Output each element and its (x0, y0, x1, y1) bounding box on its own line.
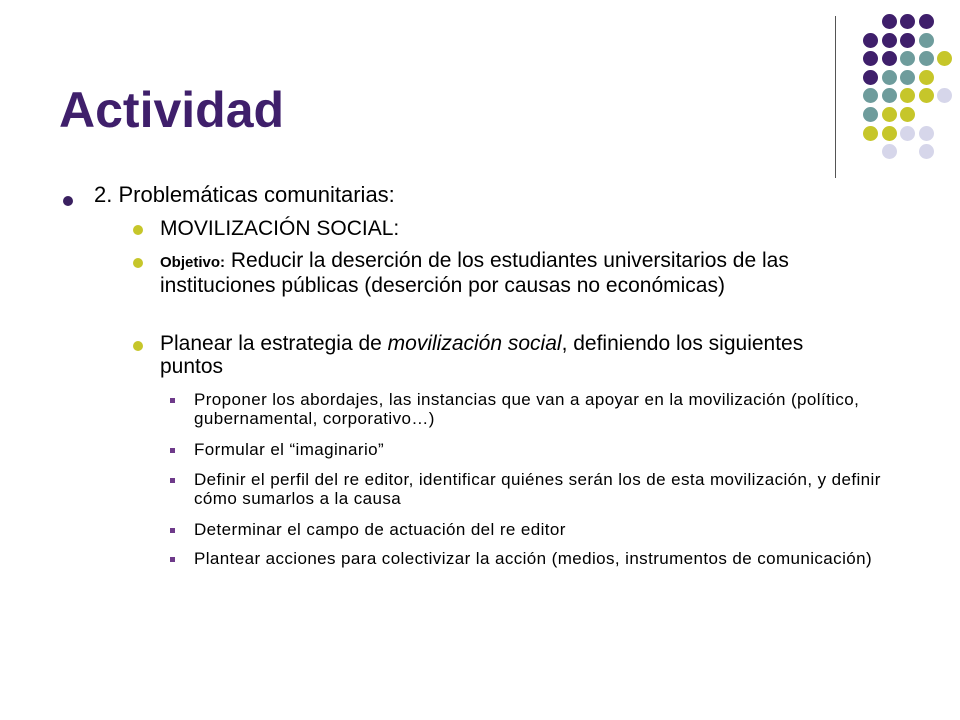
bullet-dot-icon (133, 258, 143, 268)
subitem-definir: Definir el perfil del re editor, identificar quiénes serán los de esta movilización, y definir cómo sumarlos a la causa (194, 470, 881, 508)
planear-emphasis: movilización social (387, 332, 562, 355)
bullet-dot-icon (133, 341, 143, 351)
square-bullet-icon (170, 528, 175, 533)
list-item-problematicas: 2. Problemáticas comunitarias: (94, 182, 395, 207)
list-item-movilizacion: MOVILIZACIÓN SOCIAL: (160, 217, 400, 240)
bullet-dot-icon (133, 225, 143, 235)
objetivo-label: Objetivo: (160, 254, 226, 271)
subitem-determinar: Determinar el campo de actuación del re editor (194, 520, 566, 539)
planear-prefix: Planear la estrategia de (160, 332, 388, 355)
list-item-planear (160, 332, 860, 378)
square-bullet-icon (170, 398, 175, 403)
square-bullet-icon (170, 557, 175, 562)
subitem-formular: Formular el “imaginario” (194, 440, 385, 459)
bullet-dot-icon (63, 196, 73, 206)
square-bullet-icon (170, 478, 175, 483)
square-bullet-icon (170, 448, 175, 453)
subitem-proponer: Proponer los abordajes, las instancias que van a apoyar en la movilización (político, gubernamental, corporativo…) (194, 390, 860, 428)
objetivo-text: Reducir la deserción de los estudiantes universitarios de las instituciones públicas (deserción por causas no económicas) (160, 249, 789, 297)
planear-suffix: , definiendo los siguientes puntos (160, 332, 804, 378)
list-item-objetivo (160, 249, 860, 297)
subitem-plantear: Plantear acciones para colectivizar la acción (medios, instrumentos de comunicación) (194, 549, 873, 568)
slide-title: Actividad (59, 82, 285, 138)
